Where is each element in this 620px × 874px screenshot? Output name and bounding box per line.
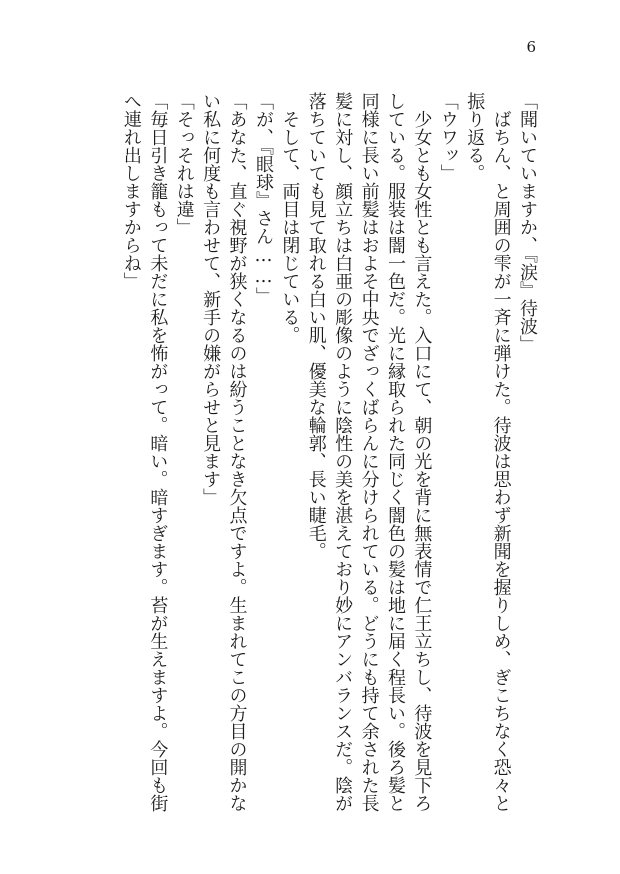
text-line: 「ウワッ」 <box>437 92 459 182</box>
text-line: そして、両目は閉じている。 <box>279 92 301 344</box>
text-line: 同様に長い前髪はおよそ中央でざっくばらんに分けられている。どうにも持て余された長 <box>358 92 380 812</box>
page-number: 6 <box>526 38 536 56</box>
text-line: 振り返る。 <box>464 92 486 182</box>
text-line: 落ちていても見て取れる白い肌、優美な輪郭、長い睫毛。 <box>305 92 327 560</box>
vertical-text-body <box>80 92 540 822</box>
text-line: している。服装は闇一色だ。光に縁取られた同じく闇色の髪は地に届く程長い。後ろ髪と <box>384 92 406 812</box>
text-line: 「毎日引き籠もって未だに私を怖がって。暗い。暗すぎます。苔が生えますよ。今回も街 <box>147 92 169 812</box>
text-line: 「が、『眼球』さん……」 <box>252 92 274 305</box>
text-line: 「あなた、直ぐ視野が狭くなるのは紛うことなき欠点ですよ。生まれてこの方目の開かな <box>226 92 248 812</box>
text-line: 髪に対し、顔立ちは白亜の彫像のように陰性の美を湛えており妙にアンバランスだ。陰が <box>332 92 354 812</box>
text-line: ばちん、と周囲の雫が一斉に弾けた。待波は思わず新聞を握りしめ、ぎこちなく恐々と <box>490 92 512 812</box>
text-line: 少女とも女性とも言えた。入口にて、朝の光を背に無表情で仁王立ちし、待波を見下ろ <box>411 92 433 812</box>
text-line: い私に何度も言わせて、新手の嫌がらせと見ます」 <box>200 92 222 506</box>
text-line: 「聞いていますか、『涙』待波」 <box>517 92 538 353</box>
text-line: 「そっそれは違」 <box>173 92 195 236</box>
text-line: へ連れ出しますからね」 <box>120 92 142 290</box>
